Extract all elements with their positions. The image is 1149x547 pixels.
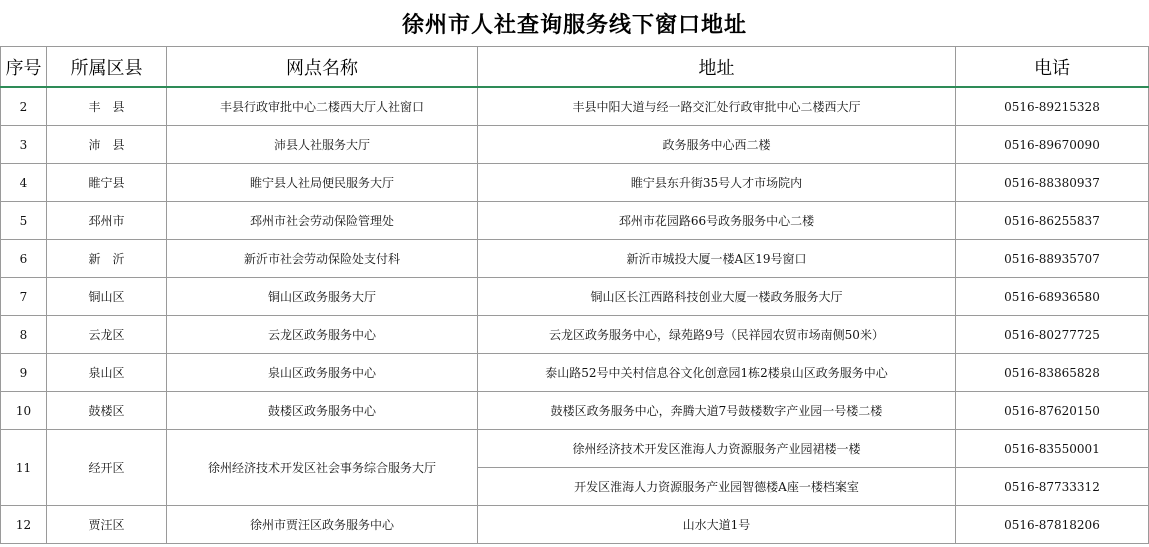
cell-name: 沛县人社服务大厅 — [167, 126, 478, 164]
cell-phone: 0516-89670090 — [956, 126, 1149, 164]
cell-phone: 0516-83550001 — [956, 430, 1149, 468]
cell-district: 邳州市 — [47, 202, 167, 240]
cell-seq: 8 — [1, 316, 47, 354]
cell-name: 徐州市贾汪区政务服务中心 — [167, 506, 478, 544]
cell-phone: 0516-86255837 — [956, 202, 1149, 240]
cell-address: 鼓楼区政务服务中心，奔腾大道7号鼓楼数字产业园一号楼二楼 — [478, 392, 956, 430]
cell-seq: 12 — [1, 506, 47, 544]
cell-seq: 2 — [1, 87, 47, 126]
cell-address: 新沂市城投大厦一楼A区19号窗口 — [478, 240, 956, 278]
cell-phone: 0516-87620150 — [956, 392, 1149, 430]
cell-address: 睢宁县东升街35号人才市场院内 — [478, 164, 956, 202]
cell-seq: 10 — [1, 392, 47, 430]
cell-district: 沛 县 — [47, 126, 167, 164]
cell-district: 经开区 — [47, 430, 167, 506]
cell-seq: 11 — [1, 430, 47, 506]
cell-address: 泰山路52号中关村信息谷文化创意园1栋2楼泉山区政务服务中心 — [478, 354, 956, 392]
cell-district: 铜山区 — [47, 278, 167, 316]
cell-phone: 0516-88380937 — [956, 164, 1149, 202]
cell-address: 邳州市花园路66号政务服务中心二楼 — [478, 202, 956, 240]
cell-phone: 0516-88935707 — [956, 240, 1149, 278]
cell-phone: 0516-83865828 — [956, 354, 1149, 392]
cell-seq: 9 — [1, 354, 47, 392]
cell-seq: 7 — [1, 278, 47, 316]
cell-phone: 0516-89215328 — [956, 87, 1149, 126]
cell-phone: 0516-87818206 — [956, 506, 1149, 544]
cell-seq: 4 — [1, 164, 47, 202]
cell-seq: 6 — [1, 240, 47, 278]
cell-name: 铜山区政务服务大厅 — [167, 278, 478, 316]
cell-district: 贾汪区 — [47, 506, 167, 544]
table-row — [1, 354, 1149, 392]
cell-phone: 0516-68936580 — [956, 278, 1149, 316]
cell-phone: 0516-80277725 — [956, 316, 1149, 354]
cell-name: 新沂市社会劳动保险处支付科 — [167, 240, 478, 278]
table-row — [1, 126, 1149, 164]
cell-address: 丰县中阳大道与经一路交汇处行政审批中心二楼西大厅 — [478, 87, 956, 126]
cell-name: 泉山区政务服务中心 — [167, 354, 478, 392]
cell-address: 云龙区政务服务中心，绿苑路9号（民祥园农贸市场南侧50米） — [478, 316, 956, 354]
cell-district: 鼓楼区 — [47, 392, 167, 430]
window-address-table — [0, 46, 1149, 544]
cell-name: 徐州经济技术开发区社会事务综合服务大厅 — [167, 430, 478, 506]
header-district: 所属区县 — [47, 47, 167, 88]
cell-name: 睢宁县人社局便民服务大厅 — [167, 164, 478, 202]
cell-name: 丰县行政审批中心二楼西大厅人社窗口 — [167, 87, 478, 126]
page-title: 徐州市人社查询服务线下窗口地址 — [401, 12, 747, 38]
cell-seq: 5 — [1, 202, 47, 240]
table-row — [1, 278, 1149, 316]
header-name: 网点名称 — [167, 47, 478, 88]
cell-name: 鼓楼区政务服务中心 — [167, 392, 478, 430]
cell-address: 山水大道1号 — [478, 506, 956, 544]
cell-district: 云龙区 — [47, 316, 167, 354]
cell-phone: 0516-87733312 — [956, 468, 1149, 506]
table-row — [1, 316, 1149, 354]
table-row — [1, 202, 1149, 240]
cell-name: 邳州市社会劳动保险管理处 — [167, 202, 478, 240]
cell-district: 睢宁县 — [47, 164, 167, 202]
table-row — [1, 164, 1149, 202]
table-row — [1, 392, 1149, 430]
cell-seq: 3 — [1, 126, 47, 164]
cell-district: 丰 县 — [47, 87, 167, 126]
table-row — [1, 430, 1149, 468]
header-row — [1, 47, 1149, 88]
cell-address: 开发区淮海人力资源服务产业园智德楼A座一楼档案室 — [478, 468, 956, 506]
cell-address: 徐州经济技术开发区淮海人力资源服务产业园裙楼一楼 — [478, 430, 956, 468]
cell-district: 泉山区 — [47, 354, 167, 392]
cell-name: 云龙区政务服务中心 — [167, 316, 478, 354]
cell-address: 政务服务中心西二楼 — [478, 126, 956, 164]
cell-district: 新 沂 — [47, 240, 167, 278]
header-seq: 序号 — [1, 47, 47, 88]
header-address: 地址 — [478, 47, 956, 88]
table-row — [1, 240, 1149, 278]
table-row — [1, 506, 1149, 544]
table-row — [1, 87, 1149, 126]
cell-address: 铜山区长江西路科技创业大厦一楼政务服务大厅 — [478, 278, 956, 316]
header-phone: 电话 — [956, 47, 1149, 88]
